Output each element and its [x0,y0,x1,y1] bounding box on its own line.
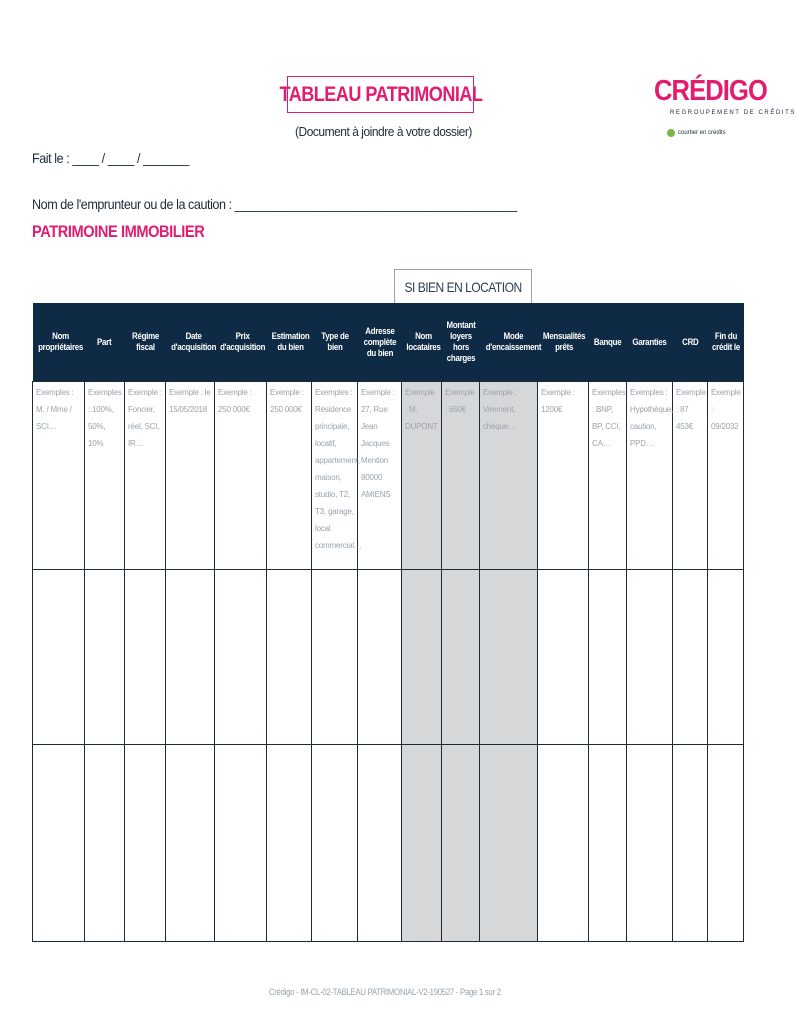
patrimoine-table [32,303,744,942]
table-cell[interactable] [85,570,125,745]
title-box [279,76,482,113]
example-cell[interactable]: Exemple : Foncier, réel, SCI, IR… [125,382,166,570]
example-cell[interactable]: Exemples : Hypothèque, caution, PPD… [627,382,673,570]
table-cell[interactable] [312,745,358,942]
example-cell[interactable]: Exemple : Virement, chèque… [480,382,538,570]
table-cell[interactable] [358,745,402,942]
table-cell[interactable] [312,570,358,745]
table-cell[interactable] [125,745,166,942]
table-cell[interactable] [125,570,166,745]
table-cell[interactable] [708,745,744,942]
table-cell[interactable] [166,745,215,942]
rental-group-label [394,269,532,304]
table-cell[interactable] [442,745,480,942]
table-cell[interactable] [480,570,538,745]
col-header: CRD [673,303,708,382]
col-header: Mensualités prêts [538,303,589,382]
date-field-label: Fait le : ____ / ____ / _______ [32,150,189,166]
example-cell[interactable]: Exemple : 650€ [442,382,480,570]
example-cell[interactable]: Exemple : 250 000€ [267,382,312,570]
table-cell[interactable] [538,570,589,745]
example-cell[interactable]: Exemples : M. / Mme / SCI… [33,382,85,570]
page-subtitle: (Document à joindre à votre dossier) [295,124,472,139]
col-header: Date d'acquisition [166,303,215,382]
table-cell[interactable] [627,745,673,942]
table-row-example [33,382,744,570]
footer-text: Crédigo - IM-CL-02-TABLEAU PATRIMONIAL-V2-190527 - Page 1 sur 2 [269,987,501,997]
table-cell[interactable] [589,745,627,942]
table-cell[interactable] [267,570,312,745]
col-header: Régime fiscal [125,303,166,382]
section-title: PATRIMOINE IMMOBILIER [32,222,205,241]
table-cell[interactable] [442,570,480,745]
col-header: Type de bien [312,303,358,382]
col-header: Part [85,303,125,382]
page-footer [0,987,770,997]
table-cell[interactable] [402,570,442,745]
table-cell[interactable] [267,745,312,942]
table-cell[interactable] [708,570,744,745]
table-cell[interactable] [33,570,85,745]
logo-sub: courtier en crédits [678,130,726,136]
example-cell[interactable]: Exemples : Résidence principale, locatif, appartement, maison, studio, T2, T3, garage, local commercial… [312,382,358,570]
col-header: Prix d'acquisition [215,303,267,382]
col-header: Montant loyers hors charges [442,303,480,382]
table-header-row [33,303,744,382]
table-cell[interactable] [538,745,589,942]
example-cell[interactable]: Exemples : 100%, 50%, 10% [85,382,125,570]
borrower-field-label: Nom de l'emprunteur ou de la caution : ___________________________________________ [32,196,517,212]
table-cell[interactable] [358,570,402,745]
rental-group-text: SI BIEN EN LOCATION [404,279,522,295]
example-cell[interactable]: Exemples : BNP, BP, CCI, CA… [589,382,627,570]
table-cell[interactable] [480,745,538,942]
page-title: TABLEAU PATRIMONIAL [279,82,482,106]
table-row [33,745,744,942]
table-cell[interactable] [673,570,708,745]
example-cell[interactable]: Exemple : 250 000€ [215,382,267,570]
table-cell[interactable] [627,570,673,745]
col-header: Banque [589,303,627,382]
example-cell[interactable]: Exemple : 09/2032 [708,382,744,570]
table-cell[interactable] [589,570,627,745]
col-header: Estimation du bien [267,303,312,382]
credigo-logo [640,75,796,142]
col-header: Nom locataires [402,303,442,382]
table-cell[interactable] [85,745,125,942]
table-cell[interactable] [215,745,267,942]
table-cell[interactable] [673,745,708,942]
table-cell[interactable] [33,745,85,942]
col-header: Nom propriétaires [33,303,85,382]
example-cell[interactable]: Exemple : 27, Rue Jean Jacques Mention 80000 AMIENS [358,382,402,570]
example-cell[interactable]: Exemple : le 15/05/2018 [166,382,215,570]
example-cell[interactable]: Exemple : 1200€ [538,382,589,570]
table-cell[interactable] [215,570,267,745]
table-cell[interactable] [166,570,215,745]
col-header: Adresse complète du bien [358,303,402,382]
logo-badge-icon [667,129,675,137]
col-header: Garanties [627,303,673,382]
logo-tagline: REGROUPEMENT DE CRÉDITS [670,110,796,116]
col-header: Fin du crédit le [708,303,744,382]
example-cell[interactable]: Exemple : 87 453€ [673,382,708,570]
table-cell[interactable] [402,745,442,942]
col-header: Mode d'encaissement [480,303,538,382]
logo-brand: CRÉDIGO [654,75,767,107]
table-row [33,570,744,745]
example-cell[interactable]: Exemple : M. DUPONT [402,382,442,570]
